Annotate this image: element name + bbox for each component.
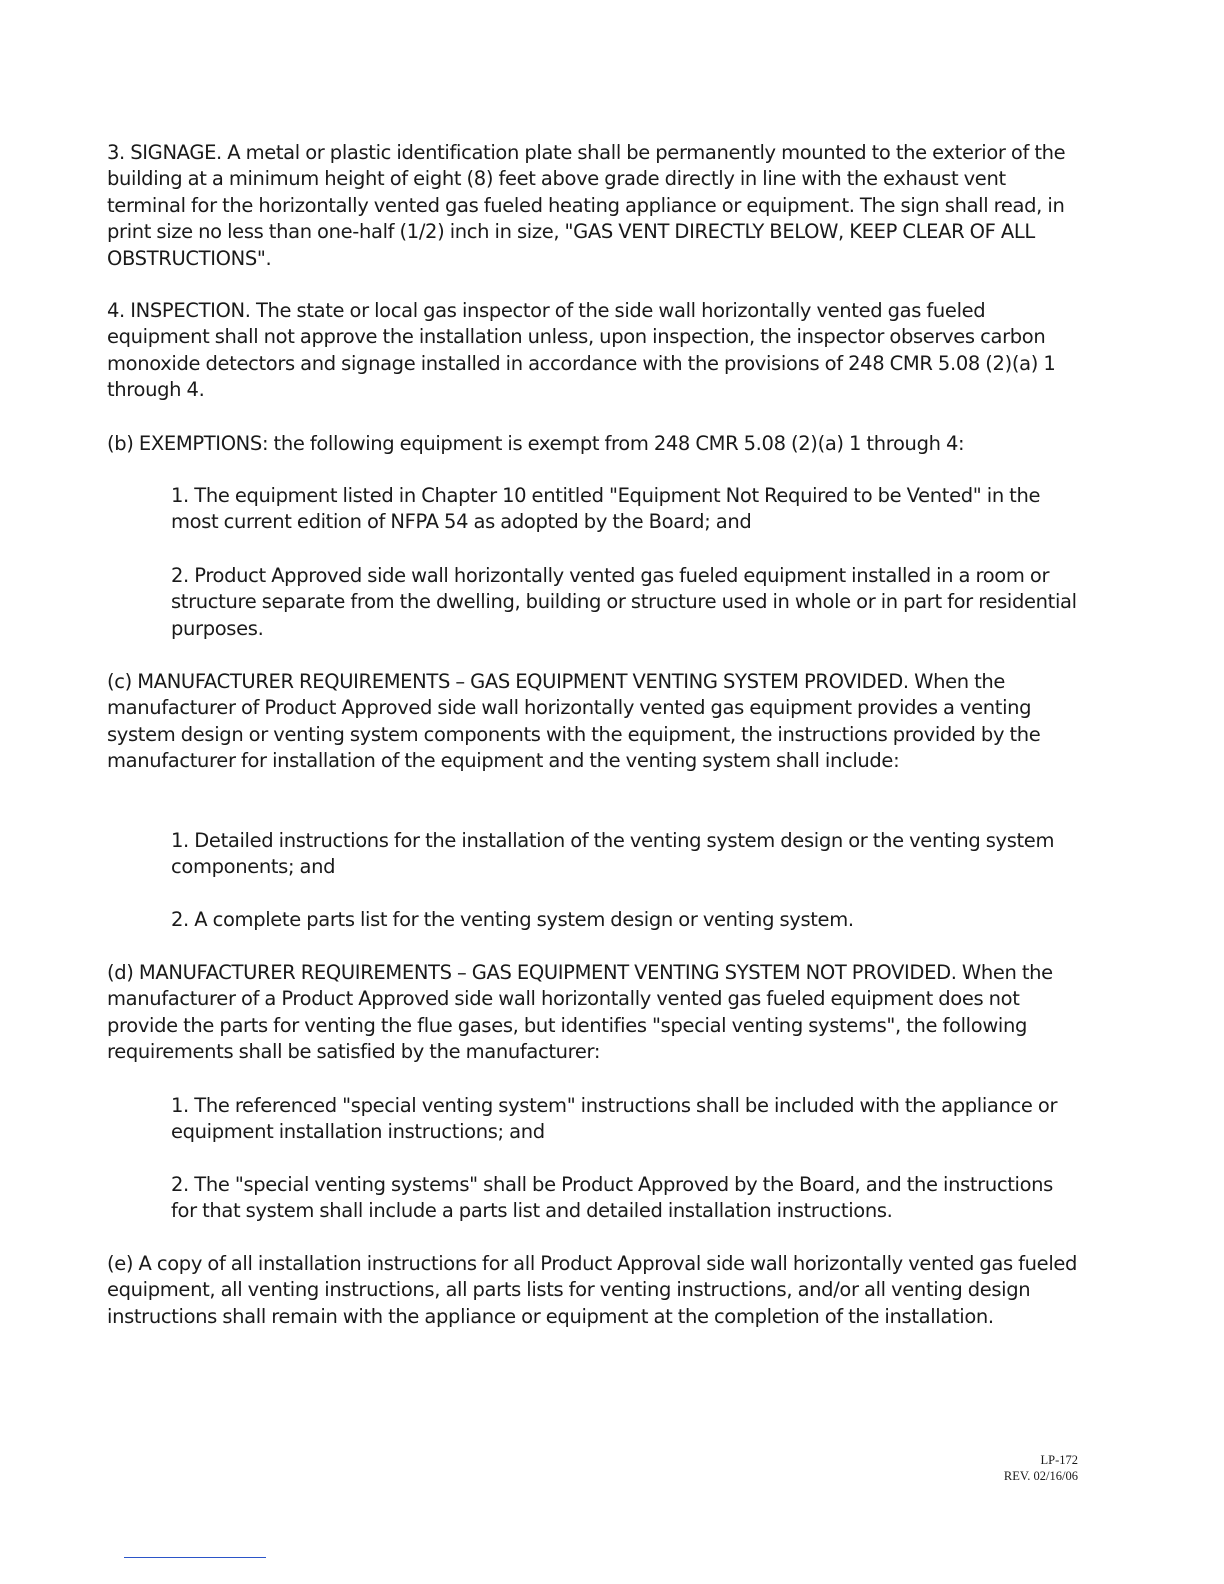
paragraph-inspection: 4. INSPECTION. The state or local gas inspector of the side wall horizontally vented gas fueled equipment shall not approve the installation unless, upon inspection, the inspector observes carbon monoxide detectors and signage installed in accordance with the provisions of 248 CMR 5.08 (2)(a) 1 through 4. <box>107 299 1056 402</box>
venting-not-provided-item-1: 1. The referenced "special venting system" instructions shall be included with the appliance or equipment installation instructions; and <box>171 1094 1058 1144</box>
paragraph-venting-provided: (c) MANUFACTURER REQUIREMENTS – GAS EQUIPMENT VENTING SYSTEM PROVIDED. When the manufacturer of Product Approved side wall horizontally vented gas equipment provides a venting system design or venting system components with the equipment, the instructions provided by the manufacturer for installation of the equipment and the venting system shall include: <box>107 670 1041 773</box>
paragraph-venting-not-provided: (d) MANUFACTURER REQUIREMENTS – GAS EQUIPMENT VENTING SYSTEM NOT PROVIDED. When the manufacturer of a Product Approved side wall horizontally vented gas fueled equipment does not provide the parts for venting the flue gases, but identifies "special venting systems", the following requirements shall be satisfied by the manufacturer: <box>107 961 1053 1064</box>
paragraph-installation-copy: (e) A copy of all installation instructions for all Product Approval side wall horizontally vented gas fueled equipment, all venting instructions, all parts lists for venting instructions, and/or all venting design instructions shall remain with the appliance or equipment at the completion of the installation. <box>107 1252 1078 1328</box>
venting-provided-item-1: 1. Detailed instructions for the installation of the venting system design or the venting system components; and <box>171 829 1055 879</box>
revision-date: REV. 02/16/06 <box>1003 1469 1078 1483</box>
footnote-rule <box>124 1557 266 1558</box>
paragraph-exemptions: (b) EXEMPTIONS: the following equipment is exempt from 248 CMR 5.08 (2)(a) 1 through 4: <box>107 432 965 455</box>
venting-provided-item-2: 2. A complete parts list for the venting system design or venting system. <box>171 908 854 931</box>
form-number: LP-172 <box>1040 1453 1078 1467</box>
page-footer <box>1004 1452 1078 1484</box>
paragraph-signage: 3. SIGNAGE. A metal or plastic identification plate shall be permanently mounted to the exterior of the building at a minimum height of eight (8) feet above grade directly in line with the exhaust vent terminal for the horizontally vented gas fueled heating appliance or equipment. The sign shall read, in print size no less than one-half (1/2) inch in size, "GAS VENT DIRECTLY BELOW, KEEP CLEAR OF ALL OBSTRUCTIONS". <box>107 141 1066 270</box>
exemption-item-1: 1. The equipment listed in Chapter 10 entitled "Equipment Not Required to be Vented" in the most current edition of NFPA 54 as adopted by the Board; and <box>171 484 1041 534</box>
exemption-item-2: 2. Product Approved side wall horizontally vented gas fueled equipment installed in a room or structure separate from the dwelling, building or structure used in whole or in part for residential purposes. <box>171 564 1077 640</box>
venting-not-provided-item-2: 2. The "special venting systems" shall be Product Approved by the Board, and the instructions for that system shall include a parts list and detailed installation instructions. <box>171 1173 1053 1223</box>
